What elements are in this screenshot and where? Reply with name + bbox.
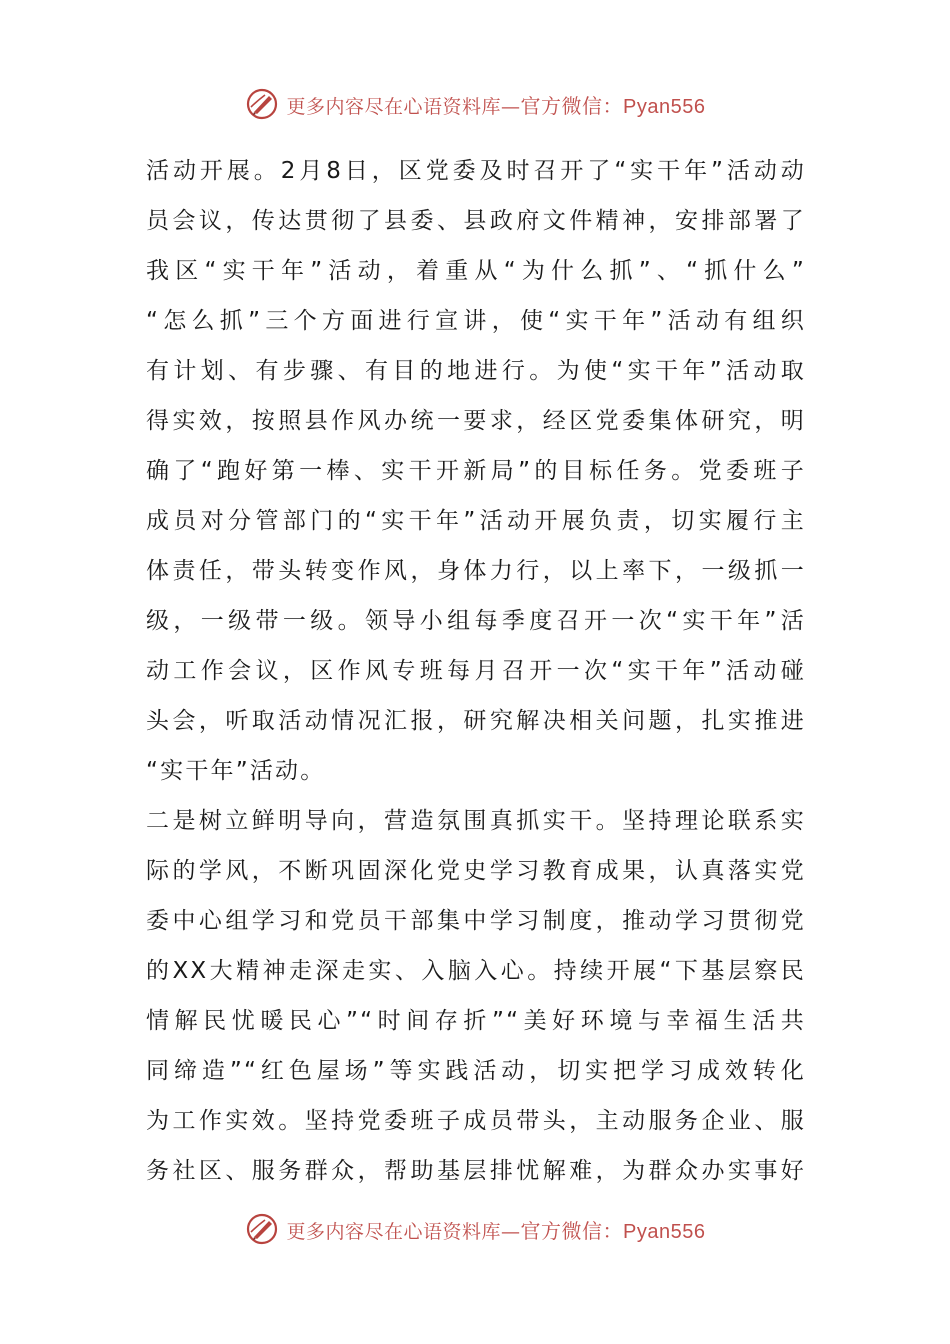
body-line: 头会，听取活动情况汇报，研究解决相关问题，扎实推进	[146, 708, 806, 734]
body-line: 的XX大精神走深走实、入脑入心。持续开展“下基层察民	[146, 958, 806, 984]
body-line: 员会议，传达贯彻了县委、县政府文件精神，安排部署了	[146, 208, 806, 234]
body-line: 活动开展。2月8日，区党委及时召开了“实干年”活动动	[146, 158, 806, 184]
body-line: 际的学风，不断巩固深化党史学习教育成果，认真落实党	[146, 858, 806, 884]
body-line: 体责任，带头转变作风，身体力行，以上率下，一级抓一	[146, 558, 806, 584]
footer-watermark	[0, 1209, 950, 1249]
watermark-wechat: 官方微信：Pyan556	[520, 1220, 706, 1243]
watermark-wechat: 官方微信：Pyan556	[520, 95, 706, 118]
body-line: 委中心组学习和党员干部集中学习制度，推动学习贯彻党	[146, 908, 806, 934]
body-line: 为工作实效。坚持党委班子成员带头，主动服务企业、服	[146, 1108, 806, 1134]
body-line: 有计划、有步骤、有目的地进行。为使“实干年”活动取	[146, 358, 806, 384]
watermark-brand: 更多内容尽在心语资料库—	[286, 95, 521, 118]
watermark-brand: 更多内容尽在心语资料库—	[286, 1220, 521, 1243]
body-line: 确了“跑好第一棒、实干开新局”的目标任务。党委班子	[146, 458, 806, 484]
body-line: 情解民忧暖民心”“时间存折”“美好环境与幸福生活共	[146, 1008, 806, 1034]
watermark-text	[287, 90, 706, 119]
pen-logo-icon	[245, 87, 279, 121]
body-line: 我区“实干年”活动，着重从“为什么抓”、“抓什么”	[146, 258, 806, 284]
body-line: 得实效，按照县作风办统一要求，经区党委集体研究，明	[146, 408, 806, 434]
body-line: 二是树立鲜明导向，营造氛围真抓实干。坚持理论联系实	[146, 808, 806, 834]
body-line: “实干年”活动。	[146, 758, 326, 784]
pen-logo-icon	[245, 1212, 279, 1246]
body-line: 动工作会议，区作风专班每月召开一次“实干年”活动碰	[146, 658, 806, 684]
body-line: 同缔造”“红色屋场”等实践活动，切实把学习成效转化	[146, 1058, 806, 1084]
body-line: 务社区、服务群众，帮助基层排忧解难，为群众办实事好	[146, 1158, 806, 1184]
header-watermark	[0, 84, 950, 124]
body-line: 级，一级带一级。领导小组每季度召开一次“实干年”活	[146, 608, 806, 634]
body-line: 成员对分管部门的“实干年”活动开展负责，切实履行主	[146, 508, 806, 534]
body-line: “怎么抓”三个方面进行宣讲，使“实干年”活动有组织	[146, 308, 806, 334]
document-body	[146, 146, 806, 1196]
watermark-text	[287, 1215, 706, 1244]
